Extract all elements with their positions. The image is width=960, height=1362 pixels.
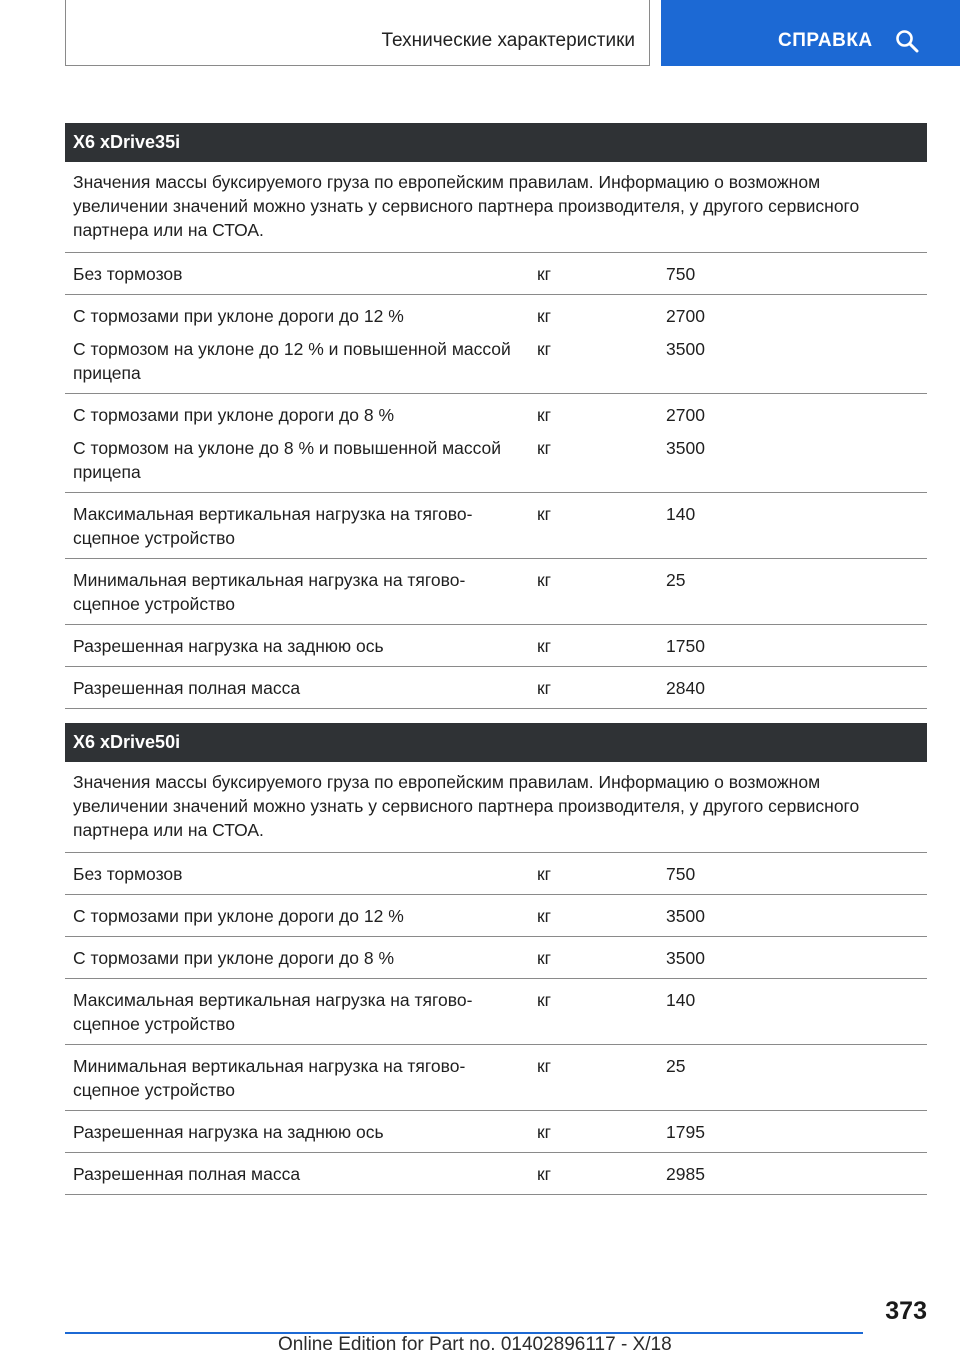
- table-row: [65, 295, 927, 394]
- row-value: 750: [666, 864, 696, 884]
- row-value: 750: [666, 264, 696, 284]
- chapter-header: [65, 0, 650, 66]
- row-label: Максимальная вертикальная нагрузка на тяговосцепное устройство: [73, 504, 473, 548]
- row-value: 2700: [666, 306, 705, 326]
- table-row: [65, 394, 927, 493]
- table-row: [65, 895, 927, 937]
- table-row: [65, 937, 927, 979]
- row-label: Разрешенная полная масса: [73, 678, 301, 698]
- row-unit: кг: [537, 504, 552, 524]
- spec-section: [65, 123, 927, 709]
- table-row: [65, 667, 927, 709]
- table-row: [65, 625, 927, 667]
- row-label: Без тормозов: [73, 264, 183, 284]
- row-label: Минимальная вертикальная нагрузка на тяговосцепное устройство: [73, 1056, 466, 1100]
- row-label: С тормозами при уклоне дороги до 8 %: [73, 405, 395, 425]
- row-unit: кг: [537, 1122, 552, 1142]
- section-title: X6 xDrive50i: [65, 723, 927, 762]
- row-unit: кг: [537, 636, 552, 656]
- table-row: [65, 493, 927, 559]
- row-value: 1795: [666, 1122, 705, 1142]
- row-unit: кг: [537, 864, 552, 884]
- row-value: 2840: [666, 678, 705, 698]
- row-unit: кг: [537, 990, 552, 1010]
- section-description: Значения массы буксируемого груза по европейским правилам. Информацию о возможном увеличении значений можно узнать у сервисного партнера производителя, у другого сервисного партнера или на СТОА.: [65, 762, 927, 853]
- table-row: [65, 1153, 927, 1195]
- page-number: 373: [885, 1297, 927, 1325]
- table-row: [65, 253, 927, 295]
- row-label: С тормозом на уклоне до 12 % и повышенной массой прицепа: [73, 339, 511, 383]
- row-label: Без тормозов: [73, 864, 183, 884]
- row-value: 1750: [666, 636, 705, 656]
- chapter-title: Технические характеристики: [381, 29, 635, 51]
- row-value: 3500: [666, 948, 705, 968]
- row-unit: кг: [537, 906, 552, 926]
- table-row: [65, 559, 927, 625]
- section-title: X6 xDrive35i: [65, 123, 927, 162]
- row-value: 2985: [666, 1164, 705, 1184]
- table-row: [65, 1045, 927, 1111]
- search-icon[interactable]: [895, 29, 919, 53]
- row-label: С тормозом на уклоне до 8 % и повышенной массой прицепа: [73, 438, 502, 482]
- row-label: Разрешенная нагрузка на заднюю ось: [73, 1122, 384, 1142]
- row-label: Минимальная вертикальная нагрузка на тяговосцепное устройство: [73, 570, 466, 614]
- reference-tab-label: СПРАВКА: [778, 30, 873, 51]
- row-value: 2700: [666, 405, 705, 425]
- row-unit: кг: [537, 1056, 552, 1076]
- row-unit: кг: [537, 339, 552, 359]
- row-label: С тормозами при уклоне дороги до 8 %: [73, 948, 395, 968]
- table-row: [65, 853, 927, 895]
- row-label: Разрешенная полная масса: [73, 1164, 301, 1184]
- row-value: 3500: [666, 339, 705, 359]
- table-row: [65, 1111, 927, 1153]
- row-label: Разрешенная нагрузка на заднюю ось: [73, 636, 384, 656]
- row-label: Максимальная вертикальная нагрузка на тяговосцепное устройство: [73, 990, 473, 1034]
- spec-section: [65, 723, 927, 1195]
- row-value: 3500: [666, 906, 705, 926]
- row-unit: кг: [537, 570, 552, 590]
- row-label: С тормозами при уклоне дороги до 12 %: [73, 906, 404, 926]
- edition-info: Online Edition for Part no. 01402896117 - X/18: [278, 1334, 672, 1355]
- row-unit: кг: [537, 678, 552, 698]
- row-value: 3500: [666, 438, 705, 458]
- row-unit: кг: [537, 405, 552, 425]
- row-unit: кг: [537, 264, 552, 284]
- reference-tab[interactable]: [661, 0, 960, 66]
- row-value: 25: [666, 1056, 686, 1076]
- row-unit: кг: [537, 438, 552, 458]
- row-label: С тормозами при уклоне дороги до 12 %: [73, 306, 404, 326]
- row-unit: кг: [537, 1164, 552, 1184]
- table-row: [65, 979, 927, 1045]
- row-unit: кг: [537, 306, 552, 326]
- row-value: 140: [666, 990, 696, 1010]
- row-value: 140: [666, 504, 696, 524]
- row-unit: кг: [537, 948, 552, 968]
- section-description: Значения массы буксируемого груза по европейским правилам. Информацию о возможном увеличении значений можно узнать у сервисного партнера производителя, у другого сервисного партнера или на СТОА.: [65, 162, 927, 253]
- row-value: 25: [666, 570, 686, 590]
